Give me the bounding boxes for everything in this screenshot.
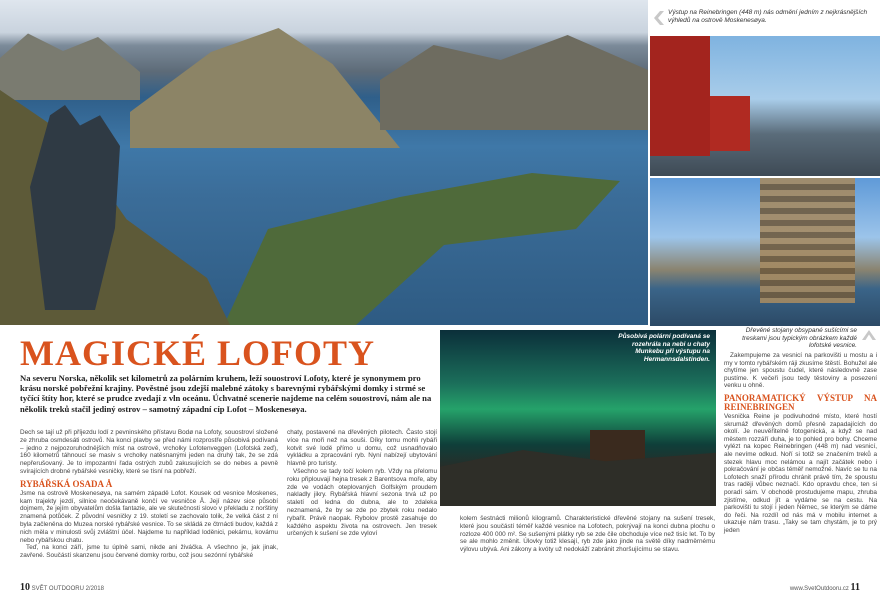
page-title: MAGICKÉ LOFOTY	[20, 333, 376, 373]
paragraph: chaty, postavené na dřevěných pilotech. Často stojí více na moři než na souši. Díky tomu mohli rybáři kotvit své lodě přímo u domu, což usnadňovalo vykládku a zpracování ryb. Nyní nabízejí ubytování hlavně pro turisty.	[287, 429, 437, 468]
website-link[interactable]: www.SvetOutdooru.cz	[789, 586, 849, 592]
harbor-rorbu-photo	[650, 36, 880, 176]
magazine-issue: SVĚT OUTDOORU 2/2018	[31, 586, 104, 592]
caption-reinebringen: Výstup na Reinebringen (448 m) nás odmění jedním z nejkrásnějších výhledů na ostrově Moskenesøya.	[668, 9, 868, 24]
footer-right	[790, 582, 860, 595]
section-heading-a: RYBÁŘSKÁ OSADA Å	[20, 478, 113, 489]
caption-racks: Dřevěné stojany obsypané sušícími se treskami jsou typickým obrázkem každé lofotské vesnice.	[742, 327, 857, 349]
lead-paragraph: Na severu Norska, několik set kilometrů za polárním kruhem, leží souostroví Lofoty, které je synonymem pro krásu norské pobřežní krajiny. Pověstné jsou zdejší malebné zátoky s barevnými rybářskými domky i strmé se tyčící štíty hor, které se prudce zvedají z vln oceánu. Úchvatné scenerie najdeme na celém souostroví, nám ale na několik treků stačil jediný ostrov – samotný západní cíp Lofot – Moskenesøya.	[20, 373, 432, 414]
section-heading-reinebringen: PANORAMATICKÝ VÝSTUP NA REINEBRINGEN	[724, 392, 877, 412]
page-number-left: 10	[20, 582, 30, 593]
drying-racks-photo	[650, 178, 880, 326]
column-2	[287, 429, 437, 538]
paragraph: Jsme na ostrově Moskenesøya, na samém západě Lofot. Kousek od vesnice Moskenes, kam trajekty jezdí, silnice neočekávaně končí ve vesničce Å. Její název sice působí dojmem, že jejím obyvatelům došla fantazie, ale ve skutečnosti slovo v překladu z norštiny znamená potůček. Z původní vesničky z 19. století se zachovalo tolik, že velká část z ní byla začleněna do Muzea norské rybářské vesnice. To se skládá ze čtrnácti budov, každá z nich měla v minulosti svůj zvláštní účel. Najdeme tu například loděnici, pekárnu, kovárnu nebo rybářskou chatu.	[20, 489, 278, 544]
footer-left	[20, 582, 104, 595]
intro-paragraph: Dech se tají už při příjezdu lodí z pevninského přístavu Bodø na Lofoty, souostroví složené ze zhruba osmdesáti ostrovů. Na konci plavby se před námi rozprostře působivá podívaná – jedno z nejpozoruhodnějších míst na ostrově, vrcholky Lofotenveggen (Lofotská zeď), 160 kilometrů táhnoucí se masiv s vrcholky natěsnanými jeden na druhý tak, že se zdá nepřerušovaný. Je to impozantní řada ostrých zubů zakusujících se do nebes a pevně svírajících drobné rybářské vesničky, které se tísní na pobřeží.	[20, 429, 278, 475]
paragraph: Teď, na konci září, jsme tu úplně sami, nikde ani živáčka. A všechno je, jak jinak, zavřené. Součástí skanzenu jsou červené domky rorbu, což jsou sezónní rybářské	[20, 544, 278, 560]
paragraph: Zakempujeme za vesnicí na parkovišti u mostu a i my v tomto rybářském ráji zkusíme štěstí. Bohužel ale chytíme jen spoustu čudel, které následovně zase pustíme. K večeři jsou tedy těstoviny a posezení venku u ohně.	[724, 352, 877, 390]
page-number-right: 11	[850, 582, 860, 593]
column-4	[724, 352, 877, 534]
paragraph: Všechno se tady točí kolem ryb. Vždy na přelomu roku připlouvají hejna tresek z Barentsova moře, aby zde ve vodách oteplovaných Golfským proudem nakladly jikry. Rybářská hlavní sezona trvá už po staletí od ledna do dubna, ale to zdaleka neznamená, že by se zde po zbytek roku nedalo rybařit. Právě naopak. Rybolov prostě zasahuje do každého aspektu života na ostrovech. Jen tresek určených k sušení se zde vyloví	[287, 467, 437, 538]
caption-aurora: Působivá polární podívaná se rozehrála na nebi u chaty Munkebu při výstupu na Hermannsdalstinden.	[618, 333, 710, 363]
arrow-up-icon	[862, 330, 876, 340]
column-3	[460, 515, 715, 554]
reinebringen-panorama-photo	[0, 0, 648, 325]
arrow-left-icon	[654, 11, 664, 25]
paragraph: kolem šestnácti milionů kilogramů. Charakteristické dřevěné stojany na sušení tresek, které jsou součástí téměř každé vesnice na Lofotech, pokrývají na konci dubna plochu o rozloze 400 000 m². Se sušenými plátky ryb se zde čile obchoduje více než tisíc let. To by se ale mohlo změnit. Úlovky totiž klesají, ryb zde jako jinde na světě díky nadměrnému výlovu ubývá. Ani zákony a kvóty už nedokáží zabránit zhoršujícímu se stavu.	[460, 515, 715, 554]
paragraph: Vesnička Reine je podivuhodné místo, které hostí skrumáž dřevěných domů přesně zapadajících do okolí. Je neuvěřitelně fotogenická, a když se nad městem rozzáří duha, je to pohled pro bohy. Chceme vylézt na kopec Reinebringen (448 m) nad vesnicí, ale nevíme odkud. Noří si totiž se značením treků a stezek hlavu moc nelámou a najít začátek nebo i pokračování je občas téměř nemožné. Navíc se tu na Lofotech snaží přírodu chránit právě tím, že spoustu tras raději vůbec neznačí. Kdo opravdu chce, ten si poradí sám. V obchodě prostudujeme mapu, zhruba zjistíme, odkud jít a vydáme se na cestu. Na parkovišti tu stojí i jeden Němec, se kterým se dáme do řeči. Na rozdíl od nás má v mobilu internet a ukazuje nám trasu. „Taky se tam chystám, je to prý jeden	[724, 412, 877, 534]
column-1	[20, 429, 278, 560]
